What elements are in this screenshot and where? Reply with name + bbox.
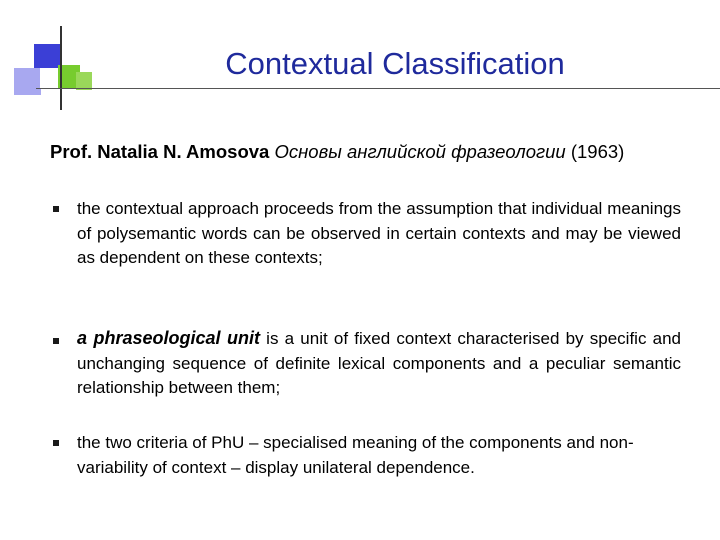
book-title: Основы английской фразеологии [274, 141, 566, 162]
bullet-item [77, 326, 681, 401]
bullet-text: the two criteria of PhU – specialised meaning of the components and non-variability of context – display unilateral dependence. [77, 433, 634, 477]
author-name: Prof. Natalia N. Amosova [50, 141, 270, 162]
book-year: (1963) [570, 141, 625, 162]
decor-square-lavender [14, 68, 41, 95]
bullet-term: a phraseological unit [77, 328, 260, 348]
bullet-marker [53, 338, 59, 344]
author-line [50, 141, 624, 163]
bullet-item [77, 197, 681, 271]
bullet-text: is a unit of fixed context characterised by specific and unchanging sequence of definite lexical components and a peculiar semantic relationship between them; [77, 329, 681, 397]
bullet-text: the contextual approach proceeds from the assumption that individual meanings of polysemantic words can be observed in certain contexts and may be viewed as dependent on these contexts; [77, 199, 681, 267]
bullet-marker [53, 440, 59, 446]
decor-square-blue [34, 44, 61, 71]
decor-square-white [40, 68, 60, 88]
bullet-item [77, 431, 681, 480]
decor-vertical-line [60, 26, 62, 110]
title-underline [36, 88, 720, 89]
bullet-marker [53, 206, 59, 212]
slide-title: Contextual Classification [225, 46, 565, 81]
